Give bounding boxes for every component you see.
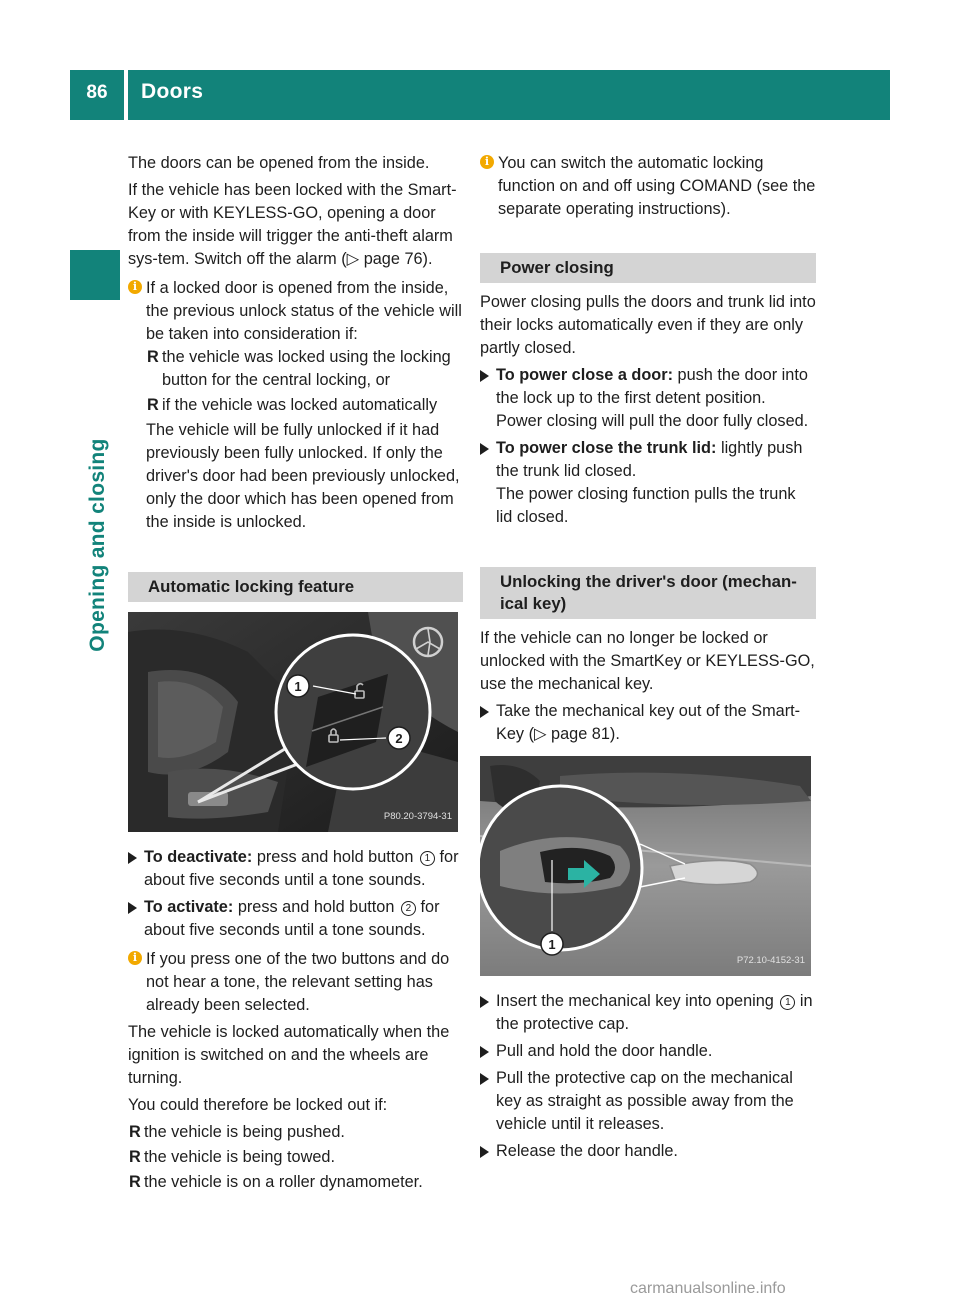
instruction-step: To deactivate: press and hold button 1 for about five seconds until a tone sounds. — [128, 846, 463, 892]
step-arrow-icon — [480, 1146, 489, 1158]
figure-code: P72.10-4152-31 — [736, 955, 805, 966]
instruction-step: To power close the trunk lid: lightly push the trunk lid closed. The power closing function pulls the trunk lid closed. — [480, 437, 816, 529]
list-item: R the vehicle was locked using the locking button for the central locking, or — [147, 348, 451, 389]
info-tail: The vehicle will be fully unlocked if it had previously been fully unlocked. If only the driver's door had been previously unlocked, only the door which has been opened from the inside is unlocked. — [146, 421, 460, 531]
bullet-icon: R — [129, 1123, 141, 1141]
callout-label-2: 2 — [395, 731, 403, 746]
door-panel-illustration — [128, 612, 458, 832]
callout-label-1: 1 — [548, 937, 556, 952]
instruction-step: Release the door handle. — [480, 1140, 816, 1163]
info-note — [128, 277, 463, 534]
instruction-step: To activate: press and hold button 2 for about five seconds until a tone sounds. — [128, 896, 463, 942]
step-result: The power closing function pulls the trunk lid closed. — [496, 485, 796, 526]
figure-code: P80.20-3794-31 — [383, 811, 452, 822]
chapter-tab — [70, 250, 120, 300]
step-arrow-icon — [128, 902, 137, 914]
instruction-step: Pull and hold the door handle. — [480, 1040, 816, 1063]
automatic-locking-figure — [128, 612, 458, 832]
number-badge: 2 — [401, 901, 416, 916]
instruction-step: To power close a door: push the door into the lock up to the first detent position. Power closing will pull the door fully closed. — [480, 364, 816, 433]
section-heading-power-closing: Power closing — [480, 253, 816, 283]
callout-label-1: 1 — [294, 679, 302, 694]
list-item: R the vehicle is being pushed. — [128, 1121, 463, 1144]
number-badge: 1 — [780, 995, 795, 1010]
chapter-label: Opening and closing — [86, 438, 109, 652]
step-result: Power closing will pull the door fully closed. — [496, 412, 809, 430]
list-item: R if the vehicle was locked automatically — [146, 394, 463, 417]
intro-paragraph: The doors can be opened from the inside. — [128, 154, 430, 172]
step-arrow-icon — [480, 1073, 489, 1085]
info-text: If you press one of the two buttons and do not hear a tone, the relevant setting has already been selected. — [146, 950, 450, 1014]
alarm-paragraph: If the vehicle has been locked with the Smart-Key or with KEYLESS-GO, opening a door from the inside will trigger the anti-theft alarm sys-tem. Switch off the alarm (▷ page 76). — [128, 181, 457, 268]
info-icon: i — [128, 280, 142, 294]
footer-watermark: carmanualsonline.info — [630, 1280, 786, 1297]
auto-lock-paragraph: The vehicle is locked automatically when the ignition is switched on and the wheels are turning. — [128, 1023, 450, 1087]
bullet-icon: R — [147, 348, 159, 366]
bullet-icon: R — [147, 396, 159, 414]
page-title: Doors — [141, 80, 204, 103]
info-icon: i — [480, 155, 494, 169]
info-icon: i — [128, 951, 142, 965]
section-heading-automatic-locking: Automatic locking feature — [128, 572, 463, 602]
door-handle-figure — [480, 756, 811, 976]
list-item: R the vehicle is being towed. — [128, 1146, 463, 1169]
section-heading-unlocking: Unlocking the driver's door (mechan-ical key) — [480, 567, 816, 619]
info-note — [480, 152, 816, 221]
door-handle-illustration — [480, 756, 811, 976]
info-text: You can switch the automatic locking function on and off using COMAND (see the separate operating instructions). — [498, 154, 816, 218]
instruction-step: Pull the protective cap on the mechanical key as straight as possible away from the vehicle until it releases. — [480, 1067, 816, 1136]
step-arrow-icon — [480, 1046, 489, 1058]
info-text: If a locked door is opened from the inside, the previous unlock status of the vehicle will be taken into consideration if: — [146, 279, 462, 343]
instruction-step: Take the mechanical key out of the Smart-Key (▷ page 81). — [480, 700, 816, 746]
step-arrow-icon — [480, 706, 489, 718]
bullet-icon: R — [129, 1148, 141, 1166]
step-arrow-icon — [480, 443, 489, 455]
instruction-step: Insert the mechanical key into opening 1 in the protective cap. — [480, 990, 816, 1036]
step-arrow-icon — [480, 996, 489, 1008]
bullet-icon: R — [129, 1173, 141, 1191]
list-item: R the vehicle is on a roller dynamometer. — [128, 1171, 463, 1194]
header-divider — [124, 70, 128, 120]
number-badge: 1 — [420, 851, 435, 866]
power-closing-paragraph: Power closing pulls the doors and trunk lid into their locks automatically even if they are only partly closed. — [480, 293, 816, 357]
unlocking-paragraph: If the vehicle can no longer be locked or unlocked with the SmartKey or KEYLESS-GO, use the mechanical key. — [480, 629, 815, 693]
page-number: 86 — [86, 82, 108, 103]
info-note — [128, 948, 463, 1017]
lockout-paragraph: You could therefore be locked out if: — [128, 1096, 388, 1114]
left-column — [128, 152, 463, 1196]
step-arrow-icon — [128, 852, 137, 864]
step-arrow-icon — [480, 370, 489, 382]
right-column — [480, 152, 816, 1167]
